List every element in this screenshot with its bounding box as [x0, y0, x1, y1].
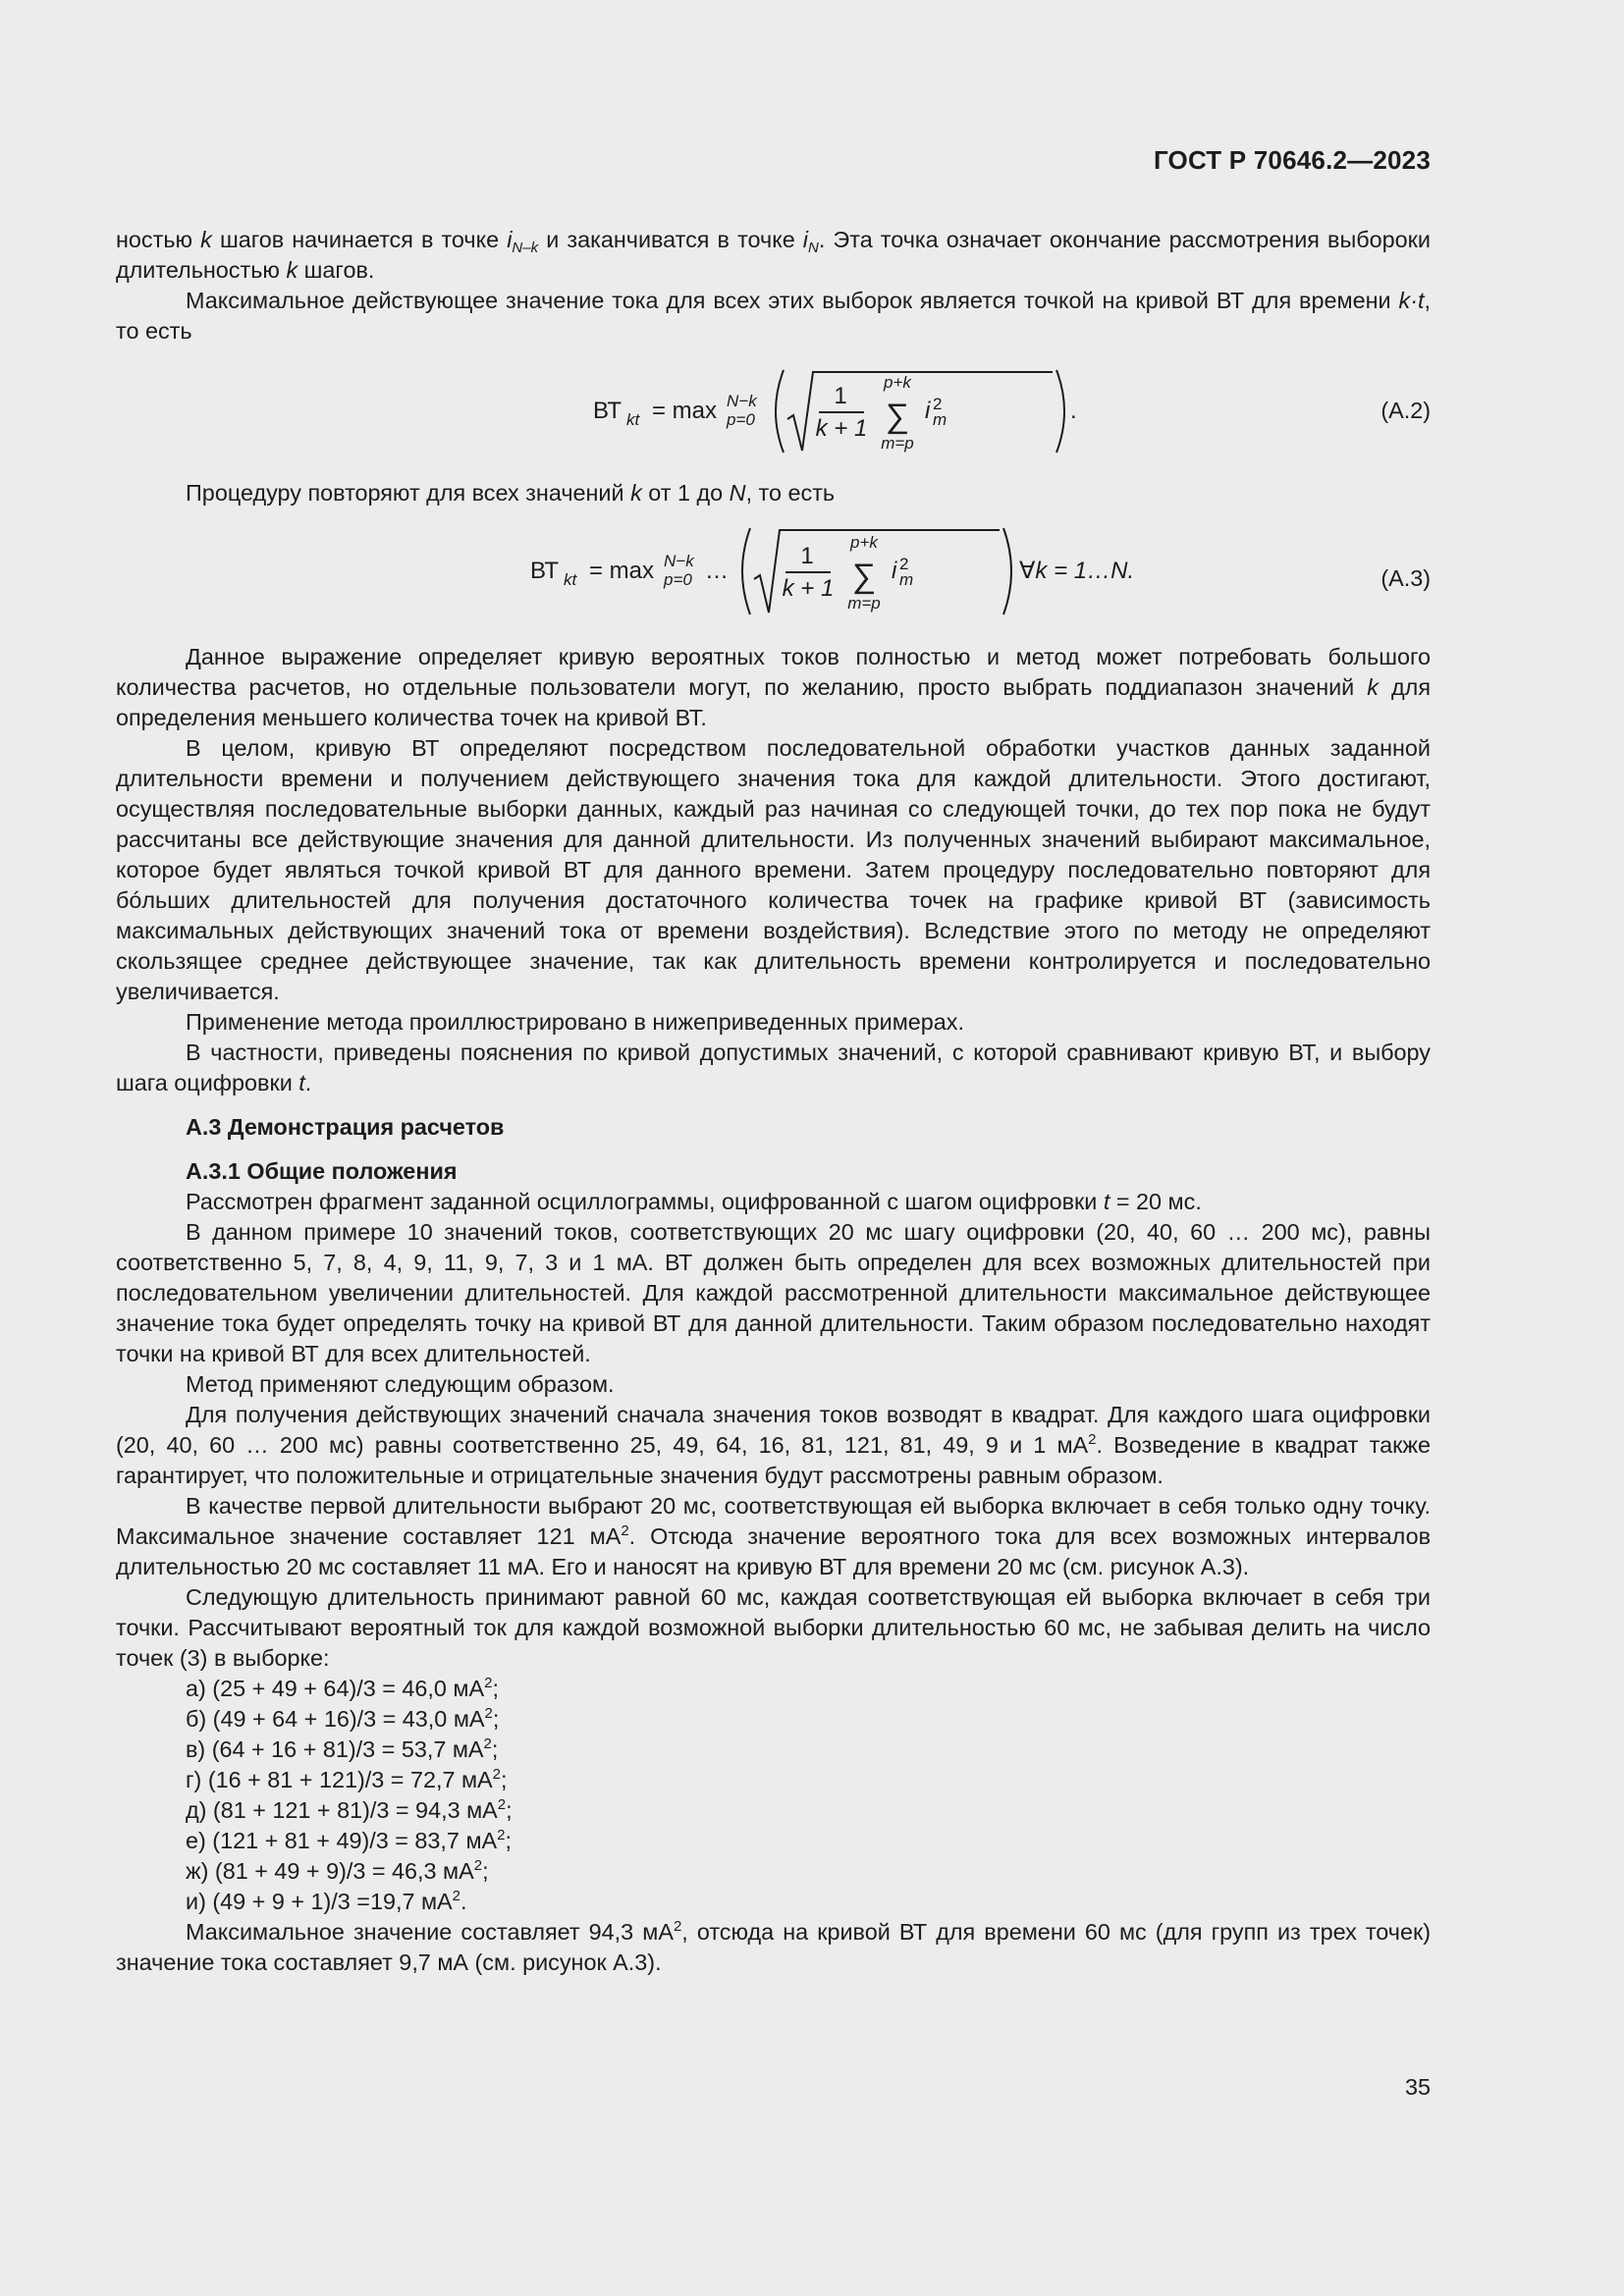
paragraph-oscillogram: Рассмотрен фрагмент заданной осциллограммы, оцифрованной с шагом оцифровки t = 20 мс. [186, 1189, 1202, 1214]
formula-a3-graphic [524, 520, 1153, 622]
formula-a3 [116, 520, 1431, 622]
paragraph-first-duration: В качестве первой длительности выбрают 20 мс, соответствующая ей выборка включает в себя только одну точку. Максимальное значение составляет 121 $мА^2$. Отсюда значение вероятного тока для всех возможных интервалов длительностью 20 мс составляет 11 мА. Его и наносят на кривую ВТ для времени 20 мс (см. рисунок А.3). [116, 1493, 1432, 1579]
paragraph-general-procedure: В целом, кривую ВТ определяют посредством последовательной обработки участков данных заданной длительности времени и получением действующего значения тока для каждой длительности. Этого достигают, осуществляя последовательные выборки данных, каждый раз начиная со следующей точки, до тех пор пока не будут рассчитаны все действующие значения для данной длительности. Из полученных значений выбирают максимальное, которое будет являться точкой кривой ВТ для данного времени. Затем процедуру последовательно повторяют для бóльших длительностей для получения достаточного количества точек на графике кривой ВТ (зависимость максимальных действующих значений тока от времени воздействия). Вследствие этого по методу не определяют скользящее среднее действующее значение, так как длительность времени контролируется и последовательно увеличивается. [116, 735, 1431, 1004]
paragraph-max-current: Максимальное действующее значение тока для всех этих выборок является точкой на кривой ВТ для времени k·t, то есть [116, 288, 1431, 344]
svg-text:p=0: p=0 [664, 570, 692, 589]
formula-a2-graphic [587, 362, 1098, 460]
formula-a2 [116, 362, 1431, 460]
list-item: ж) (81 + 49 + 9)/3 = 46,3 $мА^2$; [186, 1857, 489, 1884]
formula-a2-number: (A.2) [1380, 398, 1431, 423]
paragraph-explanations: В частности, приведены пояснения по кривой допустимых значений, с которой сравнивают кривую ВТ, и выбору шага оцифровки t. [116, 1040, 1431, 1095]
svg-text:ВТ: ВТ [593, 398, 623, 424]
list-item: в) (64 + 16 + 81)/3 = 53,7 $мА^2$; [186, 1735, 499, 1762]
svg-text:1: 1 [800, 543, 814, 569]
list-item: а) (25 + 49 + 64)/3 = 46,0 $мА^2$; [186, 1675, 499, 1701]
svg-text:ВТ: ВТ [530, 558, 560, 584]
svg-text:∑: ∑ [851, 558, 877, 595]
svg-text:i: i [925, 398, 931, 424]
list-item: е) (121 + 81 + 49)/3 = 83,7 $мА^2$; [186, 1827, 512, 1853]
svg-text:= max: = max [589, 558, 655, 584]
svg-text:kt: kt [564, 570, 577, 589]
svg-text:m=p: m=p [847, 594, 881, 613]
svg-text:k + 1: k + 1 [815, 415, 868, 442]
list-item: г) (16 + 81 + 121)/3 = 72,7 $мА^2$; [186, 1766, 508, 1792]
list-item: б) (49 + 64 + 16)/3 = 43,0 $мА^2$; [186, 1705, 500, 1732]
paragraph-examples-intro: Применение метода проиллюстрировано в нижеприведенных примерах. [186, 1009, 964, 1035]
section-heading-a3: А.3 Демонстрация расчетов [186, 1114, 505, 1140]
formula-a3-number: (A.3) [1380, 565, 1431, 591]
paragraph-method-applied: Метод применяют следующим образом. [186, 1371, 615, 1397]
svg-text:m: m [899, 570, 914, 589]
paragraph-squares: Для получения действующих значений сначала значения токов возводят в квадрат. Для каждого шага оцифровки (20, 40, 60 … 200 мс) равны соответственно 25, 49, 64, 16, 81, 121, 81, 49, 9 и 1 $мА^2$. Возведение в квадрат также гарантирует, что положительные и отрицательные значения будут рассмотрены равным образом. [116, 1402, 1431, 1488]
svg-text:p+k: p+k [884, 373, 911, 392]
svg-text:∀k = 1…N.: ∀k = 1…N. [1019, 558, 1135, 584]
svg-text:i: i [892, 558, 897, 584]
list-item: д) (81 + 121 + 81)/3 = 94,3 $мА^2$; [186, 1796, 513, 1823]
svg-text:N−k: N−k [727, 392, 757, 410]
section-heading-a31: А.3.1 Общие положения [186, 1158, 458, 1184]
svg-text:2: 2 [899, 555, 909, 573]
svg-text:…: … [705, 558, 729, 584]
paragraph-next-duration: Следующую длительность принимают равной 60 мс, каждая соответствующая ей выборка включает в себя три точки. Рассчитывают вероятный ток для каждой возможной выборки длительностью 60 мс, не забывая делить на число точек (3) в выборке: [116, 1584, 1431, 1671]
document-code-header: ГОСТ Р 70646.2—2023 [1153, 145, 1431, 175]
page-body [116, 225, 1431, 1978]
svg-text:kt: kt [626, 410, 640, 429]
paragraph-repeat-procedure: Процедуру повторяют для всех значений k от 1 до N, то есть [186, 480, 836, 506]
svg-text:m=p: m=p [881, 434, 914, 453]
svg-text:p+k: p+k [850, 533, 878, 552]
list-item: и) (49 + 9 + 1)/3 =19,7 $мА^2$. [186, 1888, 467, 1914]
svg-text:k + 1: k + 1 [782, 575, 835, 602]
paragraph-full-curve: Данное выражение определяет кривую вероятных токов полностью и метод может потребовать большого количества расчетов, но отдельные пользователи могут, по желанию, просто выбрать поддиапазон значений k для определения меньшего количества точек на кривой ВТ. [116, 644, 1432, 730]
paragraph-example-values: В данном примере 10 значений токов, соответствующих 20 мс шагу оцифровки (20, 40, 60 … 200 мс), равны соответственно 5, 7, 8, 4, 9, 11, 9, 7, 3 и 1 мА. ВТ должен быть определен для всех возможных длительностей при последовательном увеличении длительностей. Для каждой рассмотренной длительности максимальное действующее значение тока будет определять точку на кривой ВТ для данной длительности. Таким образом последовательно находят точки на кривой ВТ для всех длительностей. [116, 1219, 1431, 1366]
page-number: 35 [1404, 2074, 1431, 2100]
svg-text:∑: ∑ [885, 398, 910, 435]
svg-text:= max: = max [652, 398, 718, 424]
svg-text:1: 1 [834, 383, 847, 409]
svg-text:N−k: N−k [664, 552, 694, 570]
svg-text:.: . [1070, 398, 1077, 424]
svg-text:p=0: p=0 [727, 410, 755, 429]
paragraph-continuation: ностью k шагов начинается в точке $i_{N-k}$ и заканчиватся в точке $i_N$. Эта точка означает окончание рассмотрения выбороки длительностью k шагов. [116, 227, 1431, 283]
paragraph-max-result: Максимальное значение составляет 94,3 $мА^2$, отсюда на кривой ВТ для времени 60 мс (для групп из трех точек) значение тока составляет 9,7 мА (см. рисунок А.3). [116, 1918, 1431, 1975]
svg-text:2: 2 [933, 395, 943, 413]
svg-text:m: m [933, 410, 947, 429]
